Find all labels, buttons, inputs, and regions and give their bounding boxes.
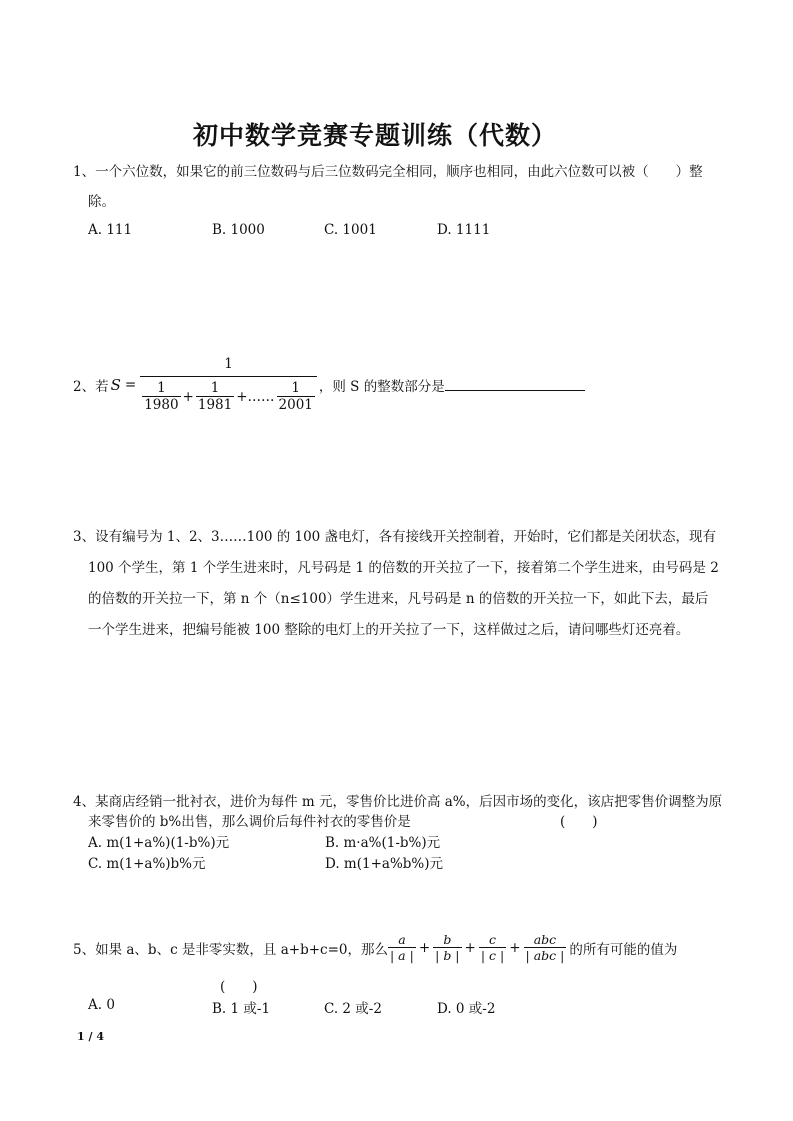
q5-fraction-a-den: | a | xyxy=(390,948,414,963)
q4-option-d: D. m(1+a%b%)元 xyxy=(325,856,444,872)
q5-plus-3: + xyxy=(509,939,521,956)
q2-denominator xyxy=(140,376,317,413)
q4-text-line1: 4、某商店经销一批衬衣，进价为每件 m 元，零售价比进价高 a%，后因市场的变化，该店把零售价调整为原 xyxy=(73,794,723,810)
q5-fraction-a xyxy=(388,932,416,963)
q5-row xyxy=(73,932,677,963)
q5-fraction-abc-den: | abc | xyxy=(525,948,565,963)
q1-option-d: D. 1111 xyxy=(437,222,491,238)
q2-term-2-den: 1981 xyxy=(197,397,233,413)
q5-answer-paren: ( ) xyxy=(220,979,258,995)
q2-variable: S xyxy=(110,375,121,394)
q4-option-b: B. m·a%(1-b%)元 xyxy=(325,835,441,851)
q1-option-a: A. 111 xyxy=(88,222,133,238)
q1-text-line1: 1、一个六位数，如果它的前三位数码与后三位数码完全相同，顺序也相同，由此六位数可以被（ ）整 xyxy=(73,164,703,180)
q3-text-line3: 的倍数的开关拉一下，第 n 个（n≤100）学生进来，凡号码是 n 的倍数的开关拉一下，如此下去，最后 xyxy=(88,591,709,607)
q1-option-b: B. 1000 xyxy=(212,222,265,238)
q5-plus-1: + xyxy=(418,939,431,956)
q1-text-line2: 除。 xyxy=(88,194,115,210)
q2-term-2 xyxy=(196,380,234,413)
q2-term-2-num: 1 xyxy=(210,380,220,396)
q2-prefix: 2、若 xyxy=(73,378,109,395)
q1-option-c: C. 1001 xyxy=(324,222,377,238)
q4-answer-paren: ( ) xyxy=(560,814,598,830)
q5-fraction-c xyxy=(479,932,506,963)
q2-term-1-num: 1 xyxy=(157,380,166,396)
q2-plus: + xyxy=(182,388,194,405)
q2-term-1 xyxy=(142,380,180,413)
q2-term-1-den: 1980 xyxy=(144,397,179,413)
q3-text-line2: 100 个学生，第 1 个学生进来时，凡号码是 1 的倍数的开关拉了一下，接着第二个学生进来，由号码是 2 xyxy=(88,560,719,576)
q2-equals: = xyxy=(124,376,137,393)
q5-fraction-c-den: | c | xyxy=(480,948,505,963)
q5-prefix: 5、如果 a、b、c 是非零实数，且 a+b+c=0，那么 xyxy=(73,941,388,958)
q4-option-a: A. m(1+a%)(1-b%)元 xyxy=(88,835,230,851)
q3-text-line1: 3、设有编号为 1、2、3……100 的 100 盏电灯，各有接线开关控制着，开始时，它们都是关闭状态，现有 xyxy=(73,529,717,545)
q2-suffix: ，则 S 的整数部分是 xyxy=(318,378,445,395)
q5-option-d: D. 0 或-2 xyxy=(437,1001,496,1017)
q5-fraction-b-den: | b | xyxy=(435,948,460,963)
q2-term-3 xyxy=(277,380,315,413)
q5-fraction-a-num: a xyxy=(398,932,406,947)
q3-text-line4: 一个学生进来，把编号能被 100 整除的电灯上的开关拉了一下，这样做过之后，请问哪些灯还亮着。 xyxy=(88,622,690,638)
q2-main-fraction xyxy=(140,356,317,413)
q2-numerator: 1 xyxy=(224,356,233,372)
q2-term-3-num: 1 xyxy=(291,380,300,396)
q5-fraction-c-num: c xyxy=(489,932,497,947)
q2-answer-blank[interactable] xyxy=(445,378,585,391)
page-title: 初中数学竞赛专题训练（代数） xyxy=(193,121,558,150)
q2-dots: +…… xyxy=(236,388,275,405)
q4-option-c: C. m(1+a%)b%元 xyxy=(88,856,206,872)
q5-option-c: C. 2 或-2 xyxy=(324,1001,382,1017)
page-number: 1 / 4 xyxy=(77,1030,104,1043)
q2-row xyxy=(73,356,585,413)
q5-fraction-abc-num: abc xyxy=(533,932,557,947)
q2-term-3-den: 2001 xyxy=(278,397,313,413)
q5-fraction-b xyxy=(433,932,461,963)
q5-suffix: 的所有可能的值为 xyxy=(569,941,678,958)
q5-fraction-abc xyxy=(524,932,567,963)
q5-option-a: A. 0 xyxy=(88,997,115,1013)
q5-plus-2: + xyxy=(464,939,476,956)
q5-option-b: B. 1 或-1 xyxy=(212,1001,271,1017)
q4-text-line2: 来零售价的 b%出售，那么调价后每件衬衣的零售价是 xyxy=(88,814,411,830)
q5-fraction-b-num: b xyxy=(443,932,452,947)
